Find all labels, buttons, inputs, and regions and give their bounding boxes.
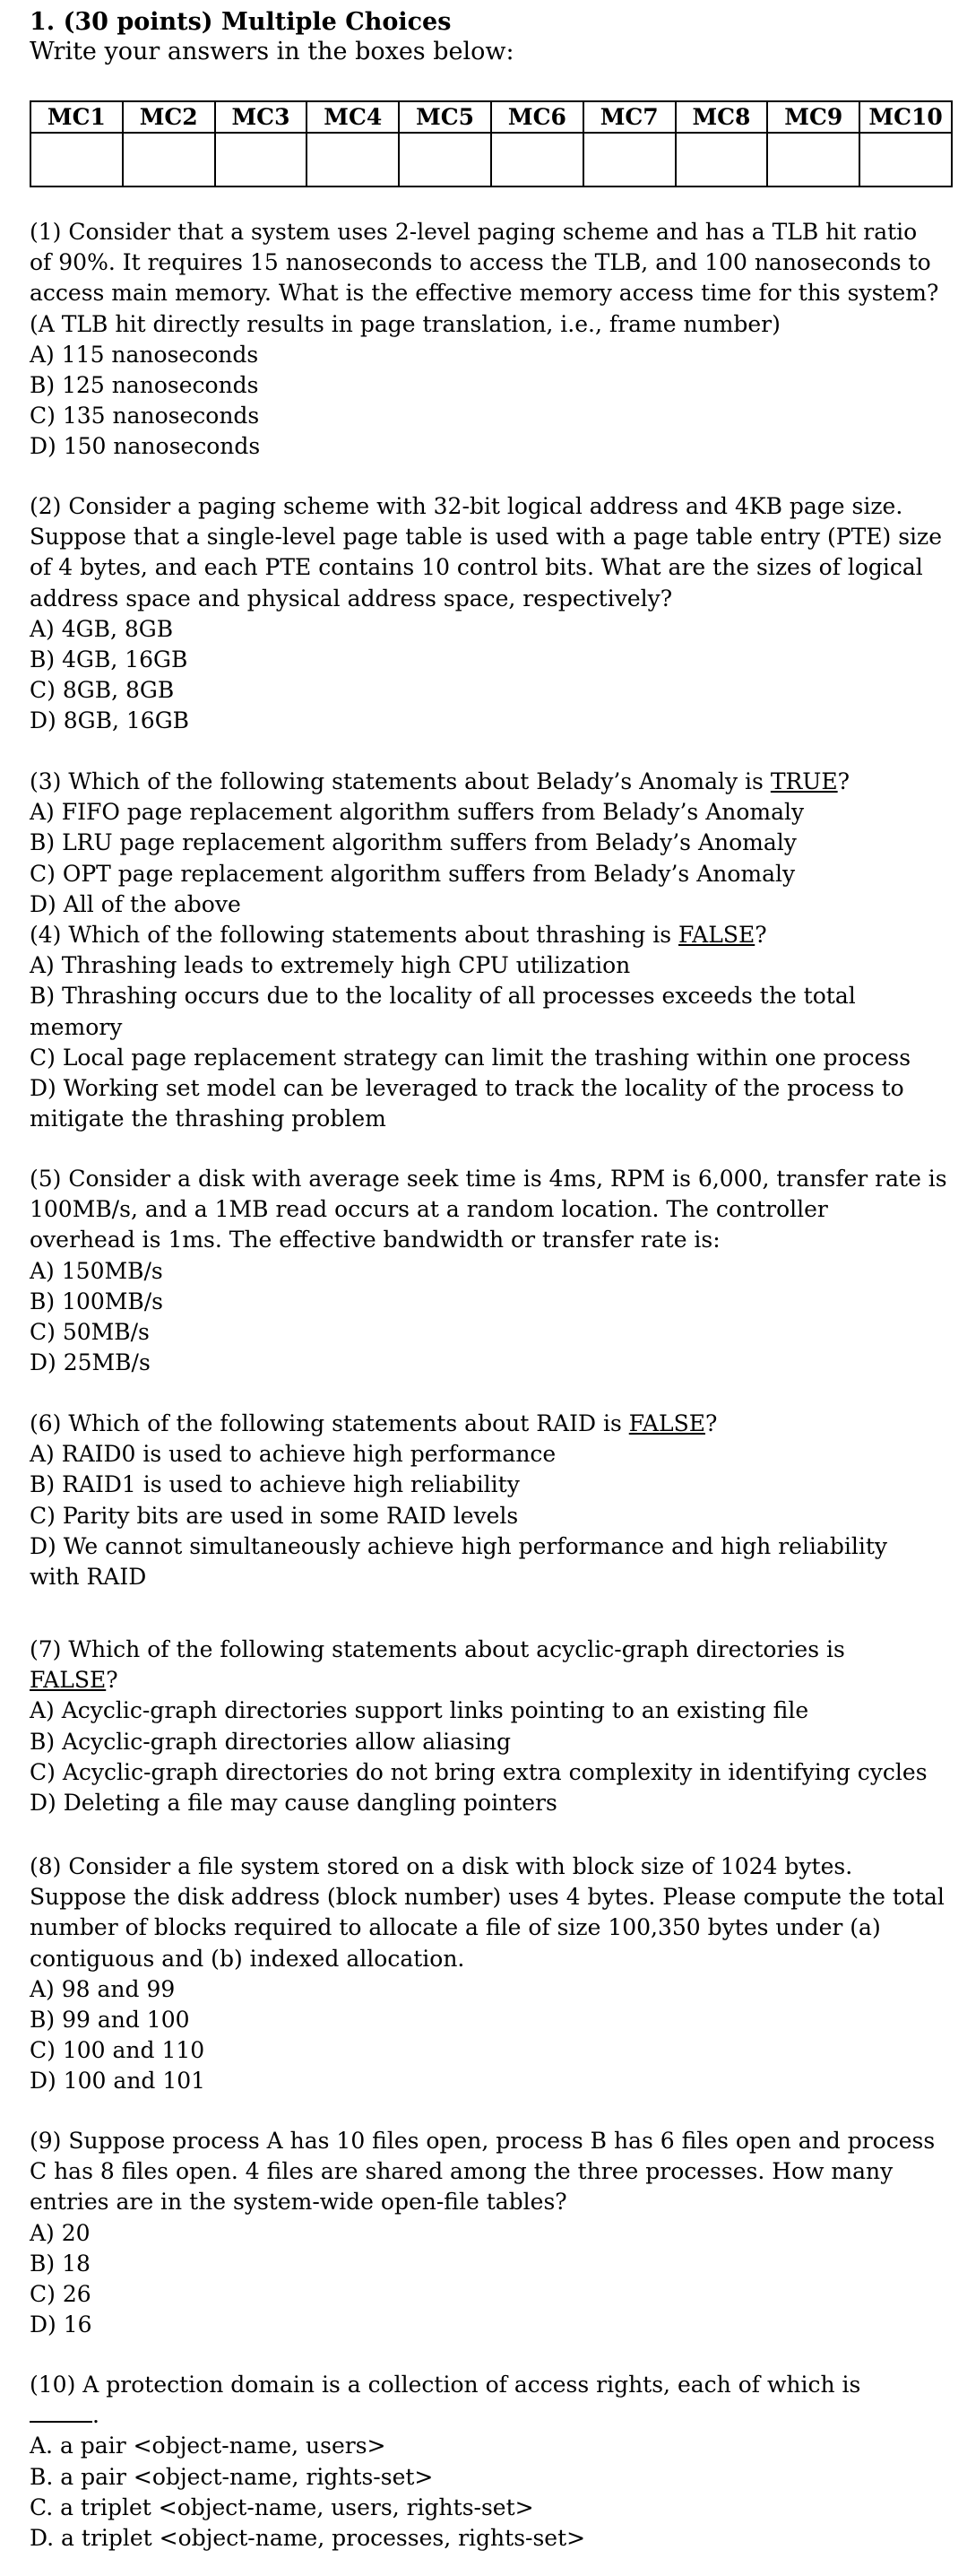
fill-in-blank xyxy=(30,2401,92,2423)
question-stem-text: (4) Which of the following statements about thrashing is xyxy=(30,922,678,948)
section-heading: Multiple Choices xyxy=(220,8,452,36)
answer-option: B. a pair <object-name, rights-set> xyxy=(30,2463,434,2490)
answer-col-header: MC3 xyxy=(215,101,307,133)
answer-option: memory xyxy=(30,1013,123,1040)
question-stem-line: Suppose that a single-level page table is used with a page table entry (PTE) size xyxy=(30,524,943,551)
exam-page xyxy=(30,7,953,2551)
answer-box-mc2[interactable] xyxy=(123,133,215,186)
answer-option: D) Working set model can be leveraged to track the locality of the process to xyxy=(30,1074,904,1101)
answer-option: C) Acyclic-graph directories do not bring extra complexity in identifying cycles xyxy=(30,1758,928,1785)
question-stem-line: entries are in the system-wide open-file tables? xyxy=(30,2189,567,2216)
emphasis-word: TRUE xyxy=(770,768,838,794)
answer-boxes-row xyxy=(30,133,952,186)
question-stem-end: . xyxy=(92,2402,99,2429)
question-stem-line: (5) Consider a disk with average seek time is 4ms, RPM is 6,000, transfer rate is xyxy=(30,1166,947,1192)
question-8 xyxy=(30,1852,953,2097)
answer-option: C) Local page replacement strategy can limit the trashing within one process xyxy=(30,1044,911,1071)
question-mark: ? xyxy=(755,922,767,948)
question-stem-line: (2) Consider a paging scheme with 32-bit logical address and 4KB page size. xyxy=(30,493,903,519)
answer-option: C) 8GB, 8GB xyxy=(30,677,175,704)
answer-option: A) Acyclic-graph directories support links pointing to an existing file xyxy=(30,1697,809,1724)
question-stem-line: of 90%. It requires 15 nanoseconds to access the TLB, and 100 nanoseconds to xyxy=(30,249,931,276)
answer-box-mc5[interactable] xyxy=(399,133,491,186)
answer-option: D) 16 xyxy=(30,2311,92,2338)
answer-option: B) 99 and 100 xyxy=(30,2006,190,2033)
answer-col-header: MC4 xyxy=(307,101,399,133)
answer-option: A) 115 nanoseconds xyxy=(30,341,259,368)
answer-option: C) 26 xyxy=(30,2280,91,2307)
answer-option: B) 4GB, 16GB xyxy=(30,646,188,672)
answer-option: with RAID xyxy=(30,1563,147,1590)
question-mark: ? xyxy=(106,1667,118,1694)
answer-option: B) 18 xyxy=(30,2250,91,2277)
question-stem-text: (3) Which of the following statements about Belady’s Anomaly is xyxy=(30,768,771,794)
answer-box-mc1[interactable] xyxy=(30,133,123,186)
answer-option: A) FIFO page replacement algorithm suffers from Belady’s Anomaly xyxy=(30,799,805,826)
answer-col-header: MC10 xyxy=(859,101,952,133)
emphasis-word: FALSE xyxy=(678,922,755,948)
question-stem-line: access main memory. What is the effective memory access time for this system? xyxy=(30,280,939,307)
answer-col-header: MC6 xyxy=(491,101,583,133)
answer-option: B) LRU page replacement algorithm suffers from Belady’s Anomaly xyxy=(30,829,797,856)
answer-option: D. a triplet <object-name, processes, rights-set> xyxy=(30,2524,586,2551)
question-mark: ? xyxy=(704,1410,718,1436)
answer-box-mc10[interactable] xyxy=(859,133,952,186)
answer-box-mc8[interactable] xyxy=(676,133,768,186)
answer-option: C) 100 and 110 xyxy=(30,2037,205,2064)
answer-option: D) 8GB, 16GB xyxy=(30,707,190,734)
answer-box-mc4[interactable] xyxy=(307,133,399,186)
question-5 xyxy=(30,1164,953,1378)
question-stem-line: (1) Consider that a system uses 2-level paging scheme and has a TLB hit ratio xyxy=(30,219,918,245)
answer-box-mc7[interactable] xyxy=(583,133,676,186)
answer-table xyxy=(30,100,953,187)
answer-option: A. a pair <object-name, users> xyxy=(30,2433,386,2459)
question-stem-line: address space and physical address space, respectively? xyxy=(30,585,673,611)
question-4 xyxy=(30,920,953,1134)
question-stem-line: (9) Suppose process A has 10 files open, process B has 6 files open and process xyxy=(30,2128,936,2154)
answer-col-header: MC9 xyxy=(767,101,859,133)
answer-option: C) 50MB/s xyxy=(30,1318,150,1345)
answer-option: D) 25MB/s xyxy=(30,1349,151,1376)
question-10 xyxy=(30,2370,953,2554)
answer-option: A) 150MB/s xyxy=(30,1257,163,1284)
question-7 xyxy=(30,1635,953,1818)
answer-option: B) Acyclic-graph directories allow aliasing xyxy=(30,1728,511,1755)
answer-col-header: MC2 xyxy=(123,101,215,133)
section-points: (30 points) xyxy=(63,8,213,36)
answer-col-header: MC7 xyxy=(583,101,676,133)
answer-option: A) 4GB, 8GB xyxy=(30,615,174,642)
question-stem-line: of 4 bytes, and each PTE contains 10 control bits. What are the sizes of logical xyxy=(30,554,923,581)
answer-option: C) Parity bits are used in some RAID levels xyxy=(30,1502,519,1529)
question-mark: ? xyxy=(837,768,850,794)
answer-option: D) All of the above xyxy=(30,890,241,917)
question-stem-line: C has 8 files open. 4 files are shared among the three processes. How many xyxy=(30,2158,894,2185)
question-stem-line xyxy=(30,767,953,797)
answer-option: D) We cannot simultaneously achieve high performance and high reliability xyxy=(30,1532,887,1559)
answer-box-mc9[interactable] xyxy=(767,133,859,186)
answer-option: D) Deleting a file may cause dangling pointers xyxy=(30,1789,557,1816)
question-stem-line: (7) Which of the following statements about acyclic-graph directories is xyxy=(30,1636,845,1662)
answer-option: B) 125 nanoseconds xyxy=(30,371,259,398)
question-stem-line xyxy=(30,1409,953,1439)
answer-option: D) 100 and 101 xyxy=(30,2068,206,2095)
answer-option: mitigate the thrashing problem xyxy=(30,1106,386,1132)
emphasis-word: FALSE xyxy=(628,1410,705,1436)
answer-option: B) RAID1 is used to achieve high reliability xyxy=(30,1471,520,1498)
question-stem-line xyxy=(30,920,953,950)
answer-option: A) Thrashing leads to extremely high CPU utilization xyxy=(30,952,631,979)
answer-option: A) 98 and 99 xyxy=(30,1975,176,2002)
question-stem-line: overhead is 1ms. The effective bandwidth or transfer rate is: xyxy=(30,1227,721,1253)
question-stem-line xyxy=(30,1665,953,1696)
question-stem-line: Suppose the disk address (block number) uses 4 bytes. Please compute the total xyxy=(30,1884,945,1911)
question-stem-line: (A TLB hit directly results in page translation, i.e., frame number) xyxy=(30,310,781,337)
answer-col-header: MC8 xyxy=(676,101,768,133)
answer-option: A) RAID0 is used to achieve high performance xyxy=(30,1441,557,1468)
answer-col-header: MC5 xyxy=(399,101,491,133)
question-stem-text: (6) Which of the following statements about RAID is xyxy=(30,1410,629,1436)
question-stem-line: 100MB/s, and a 1MB read occurs at a random location. The controller xyxy=(30,1196,828,1223)
section-number: 1. xyxy=(30,8,56,36)
question-3 xyxy=(30,767,953,920)
question-9 xyxy=(30,2126,953,2340)
answer-option: D) 150 nanoseconds xyxy=(30,433,261,460)
answer-option: A) 20 xyxy=(30,2219,91,2246)
question-stem-line: (10) A protection domain is a collection of access rights, each of which is xyxy=(30,2372,861,2398)
answer-option: B) Thrashing occurs due to the locality of all processes exceeds the total xyxy=(30,983,856,1010)
question-2 xyxy=(30,491,953,737)
section-instruction: Write your answers in the boxes below: xyxy=(30,38,514,65)
emphasis-word: FALSE xyxy=(30,1667,107,1694)
answer-table-header xyxy=(30,101,952,133)
answer-option: C. a triplet <object-name, users, rights-set> xyxy=(30,2494,534,2520)
answer-box-mc3[interactable] xyxy=(215,133,307,186)
answer-option: C) OPT page replacement algorithm suffers from Belady’s Anomaly xyxy=(30,860,796,887)
answer-option: B) 100MB/s xyxy=(30,1288,164,1314)
answer-option: C) 135 nanoseconds xyxy=(30,403,260,429)
question-stem-line: number of blocks required to allocate a file of size 100,350 bytes under (a) xyxy=(30,1914,881,1941)
question-1 xyxy=(30,217,953,463)
answer-col-header: MC1 xyxy=(30,101,123,133)
answer-box-mc6[interactable] xyxy=(491,133,583,186)
question-stem-line: (8) Consider a file system stored on a disk with block size of 1024 bytes. xyxy=(30,1853,853,1879)
question-stem-line xyxy=(30,2400,953,2431)
question-stem-line: contiguous and (b) indexed allocation. xyxy=(30,1945,465,1972)
question-6 xyxy=(30,1409,953,1592)
section-title xyxy=(30,7,953,37)
